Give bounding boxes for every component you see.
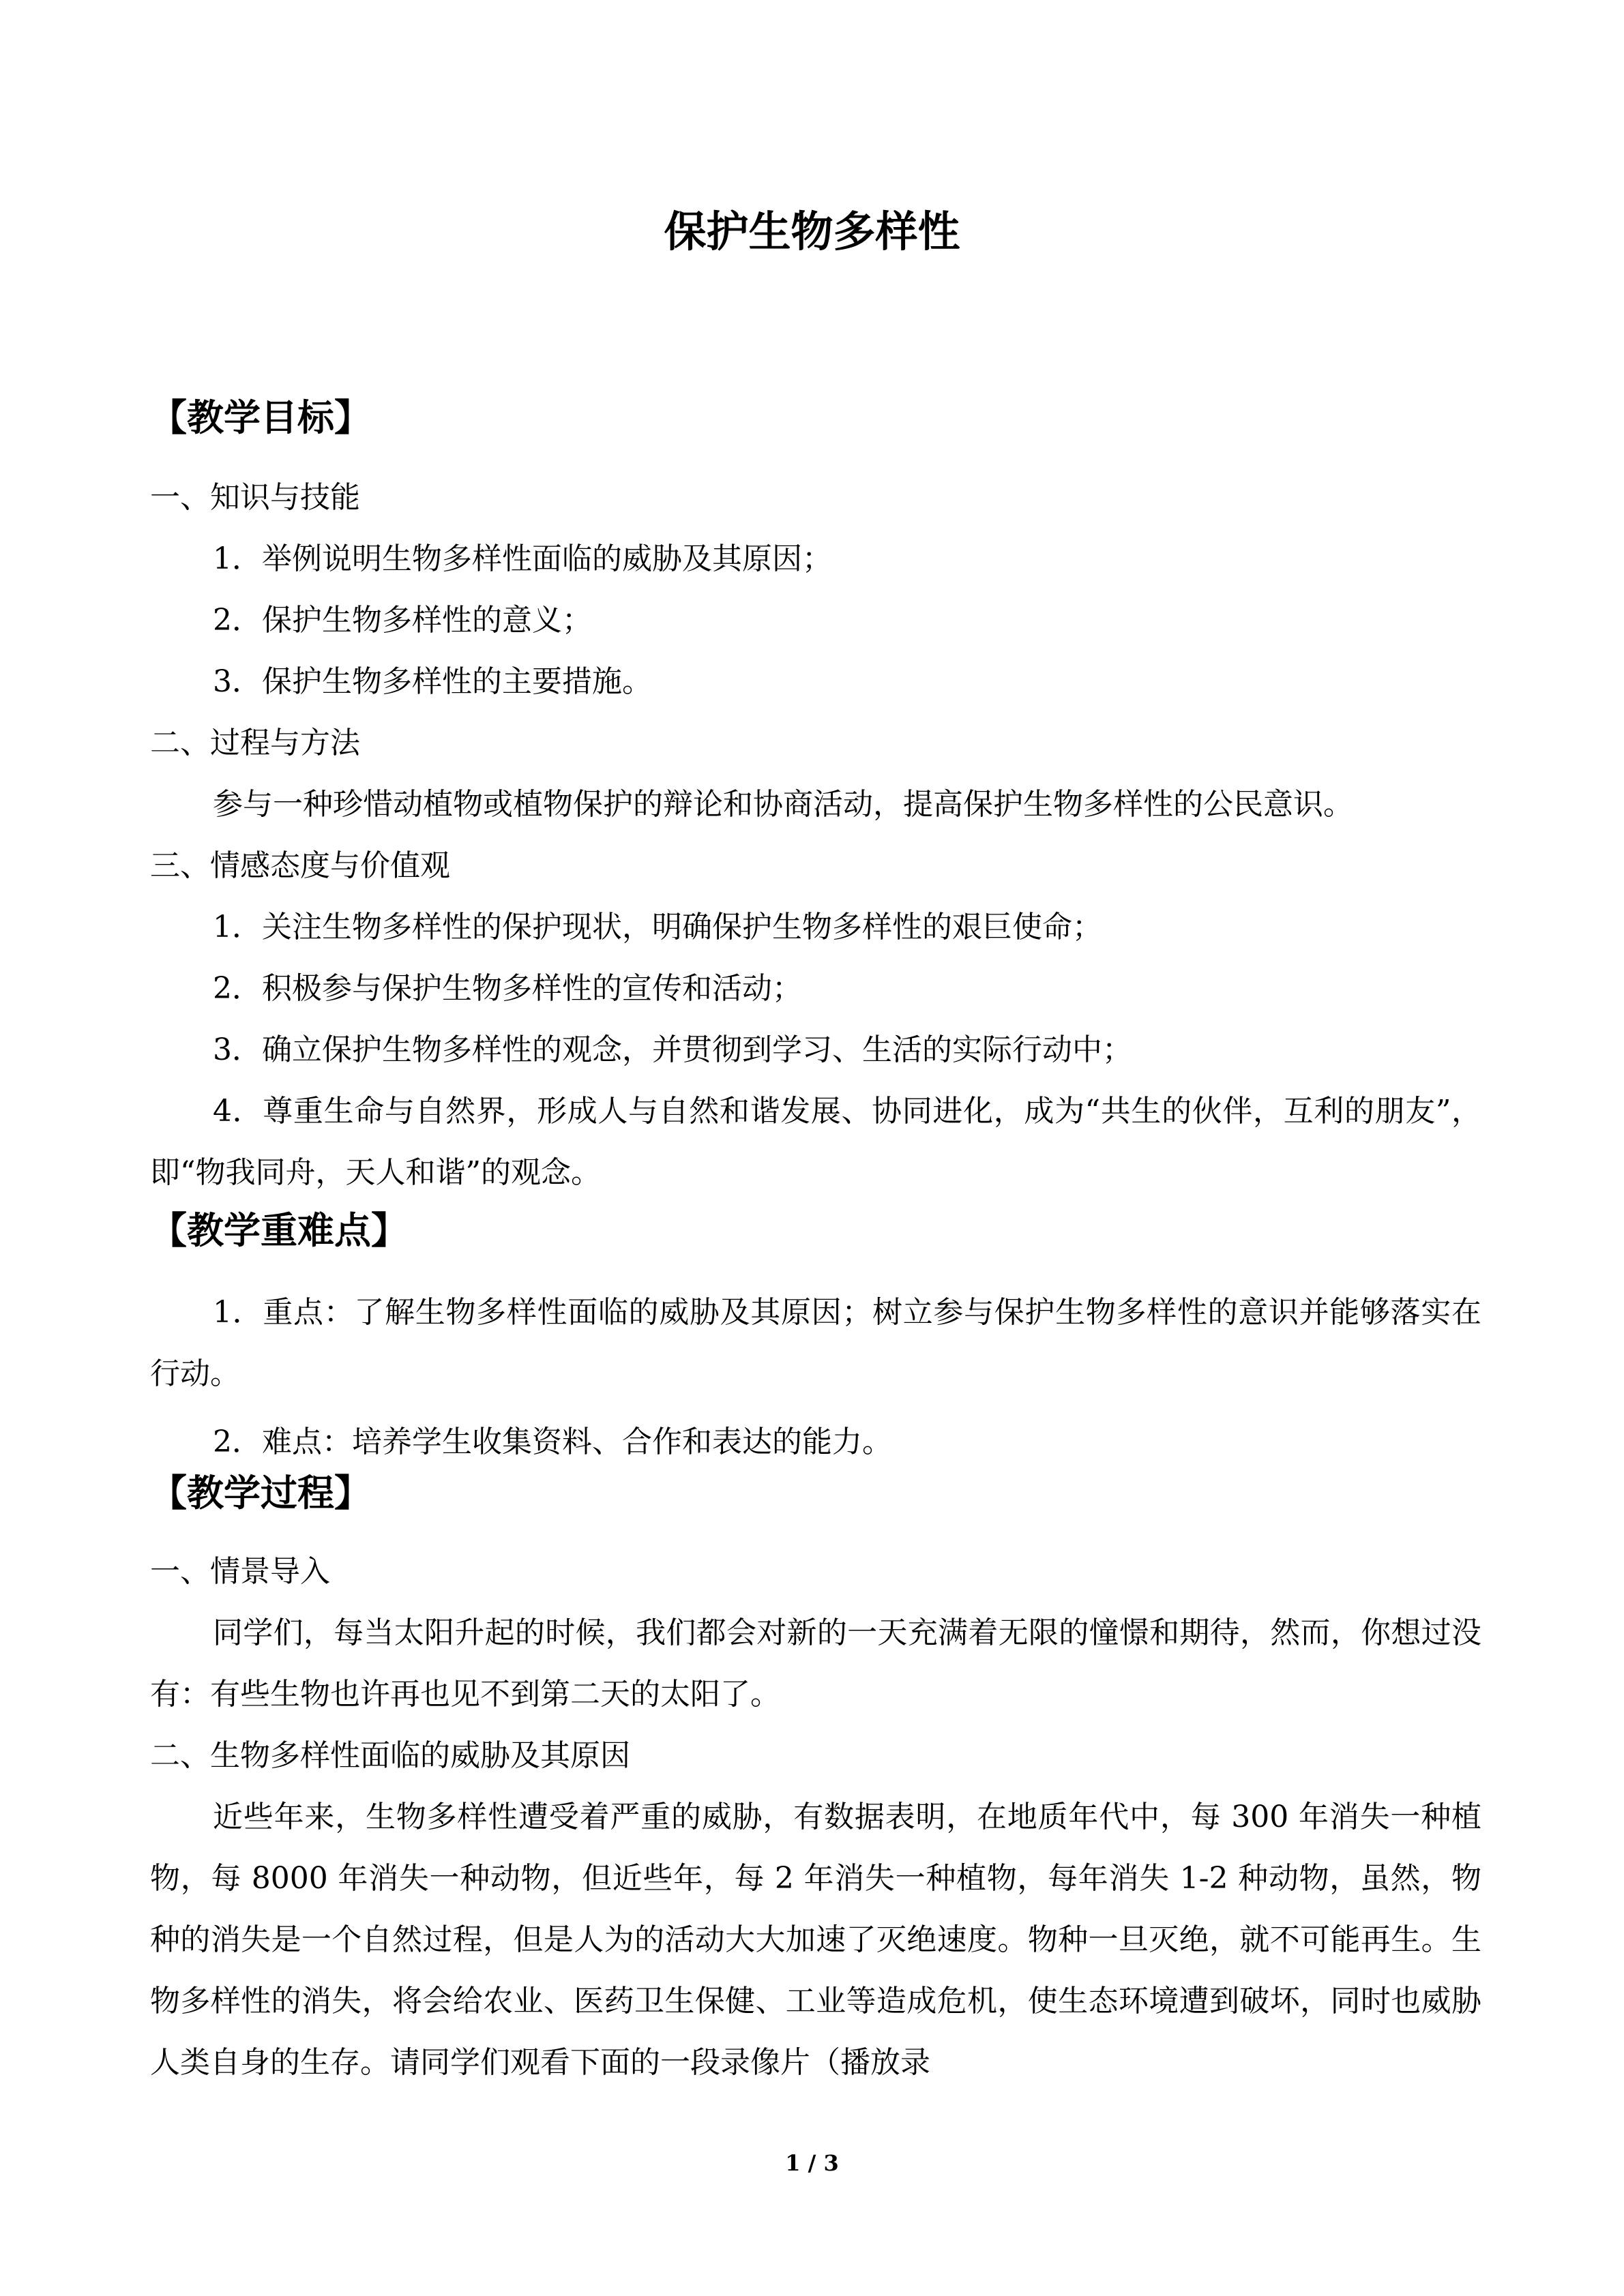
section-heading-objectives: 【教学目标】 — [150, 396, 371, 439]
list-item: 2．积极参与保护生物多样性的宣传和活动； — [213, 971, 802, 1006]
list-item: 4．尊重生命与自然界，形成人与自然和谐发展、协同进化，成为“共生的伙伴，互利的朋友”，即“物我同舟，天人和谐”的观念。 — [150, 1094, 1481, 1190]
list-item: 2．保护生物多样性的意义； — [213, 603, 592, 638]
list-item: 3．保护生物多样性的主要措施。 — [213, 664, 652, 699]
paragraph-threats: 近些年来，生物多样性遭受着严重的威胁，有数据表明，在地质年代中，每 300 年消失一种植物，每 8000 年消失一种动物，但近些年，每 2 年消失一种植物，每年消失 1-2 种动物，虽然，物种的消失是一个自然过程，但是人为的活动大大加速了灭绝速度。物种一旦灭绝，就不可能再生。生物多样性的消失，将会给农业、医药卫生保健、工业等造成危机，使生态环境遭到破坏，同时也威胁人类自身的生存。请同学们观看下面的一段录像片（播放录 — [150, 1800, 1481, 2080]
document-title: 保护生物多样性 — [664, 207, 960, 256]
section-heading-keypoints: 【教学重难点】 — [150, 1209, 408, 1252]
list-item: 3．确立保护生物多样性的观念，并贯彻到学习、生活的实际行动中； — [213, 1032, 1132, 1067]
subheading-threats: 二、生物多样性面临的威胁及其原因 — [150, 1738, 630, 1773]
list-item: 1．关注生物多样性的保护现状，明确保护生物多样性的艰巨使命； — [213, 910, 1102, 944]
subheading-process: 二、过程与方法 — [150, 726, 360, 760]
page-number: 1 / 3 — [785, 2150, 839, 2176]
subheading-attitude: 三、情感态度与价值观 — [150, 848, 450, 883]
paragraph-process: 参与一种珍惜动植物或植物保护的辩论和协商活动，提高保护生物多样性的公民意识。 — [213, 787, 1353, 822]
section-heading-procedure: 【教学过程】 — [150, 1472, 371, 1515]
subheading-knowledge: 一、知识与技能 — [150, 480, 360, 515]
list-item: 2．难点：培养学生收集资料、合作和表达的能力。 — [213, 1425, 892, 1459]
list-item: 1．重点：了解生物多样性面临的威胁及其原因；树立参与保护生物多样性的意识并能够落实在行动。 — [150, 1295, 1481, 1391]
paragraph-intro: 同学们，每当太阳升起的时候，我们都会对新的一天充满着无限的憧憬和期待，然而，你想过没有：有些生物也许再也见不到第二天的太阳了。 — [150, 1615, 1481, 1712]
list-item: 1．举例说明生物多样性面临的威胁及其原因； — [213, 541, 832, 576]
subheading-intro: 一、情景导入 — [150, 1554, 330, 1589]
